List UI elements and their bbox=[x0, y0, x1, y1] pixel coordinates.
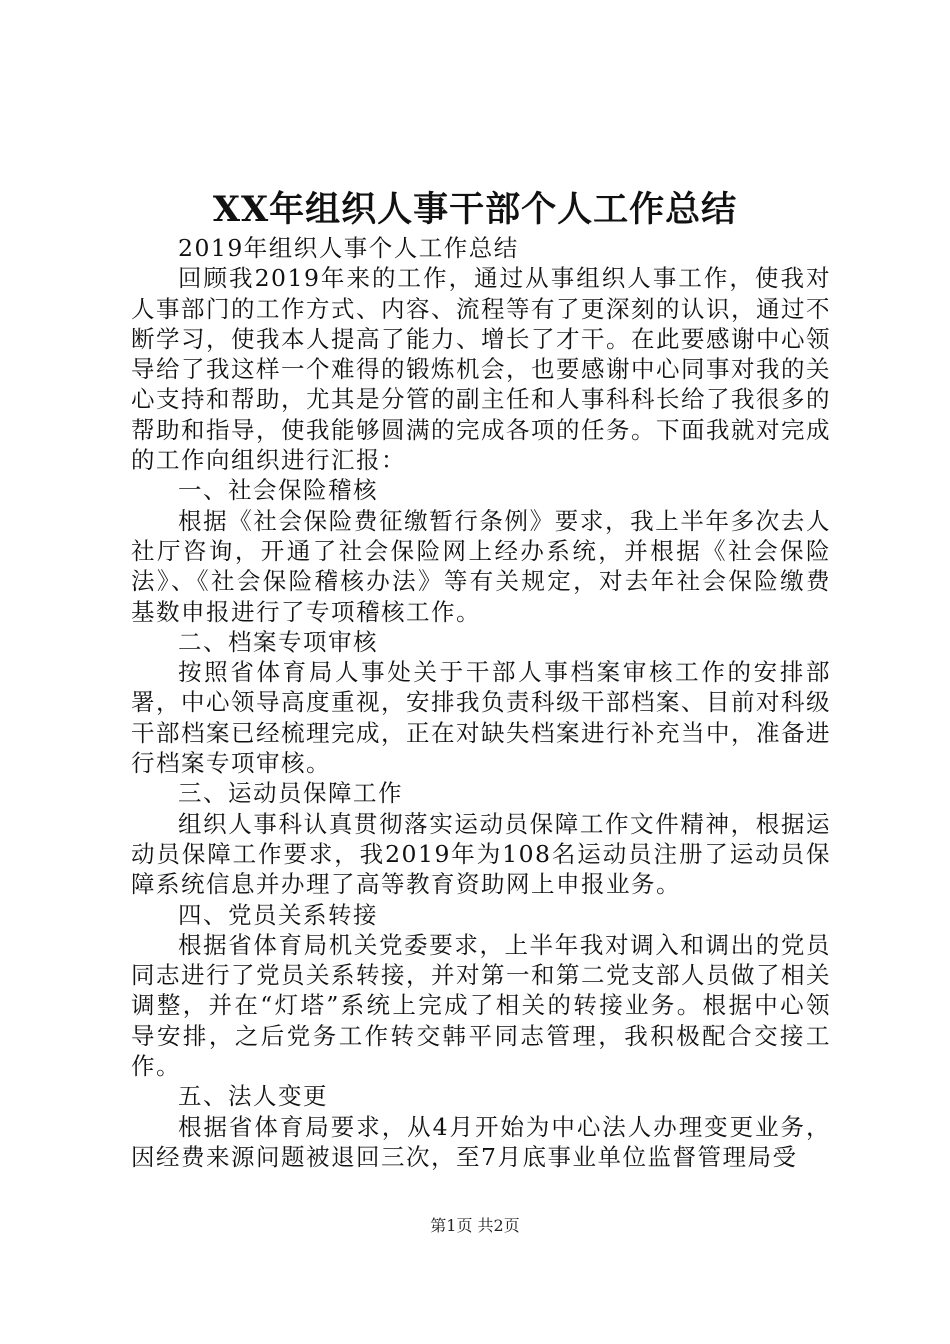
section-heading-5: 五、法人变更 bbox=[178, 1082, 328, 1111]
subtitle: 2019年组织人事个人工作总结 bbox=[178, 234, 519, 262]
section-heading-2: 二、档案专项审核 bbox=[178, 627, 378, 656]
section-paragraph-4: 根据省体育局机关党委要求，上半年我对调入和调出的党员同志进行了党员关系转接，并对第一和第二党支部人员做了相关调整，并在“灯塔”系统上完成了相关的转接业务。根据中心领导安排，之后党务工作转交韩平同志管理，我积极配合交接工作。 bbox=[131, 930, 831, 1081]
section-heading-1: 一、社会保险稽核 bbox=[178, 476, 378, 505]
section-paragraph-5: 根据省体育局要求，从4月开始为中心法人办理变更业务，因经费来源问题被退回三次，至7月底事业单位监督管理局受 bbox=[131, 1112, 831, 1171]
section-paragraph-3: 组织人事科认真贯彻落实运动员保障工作文件精神，根据运动员保障工作要求，我2019年为108名运动员注册了运动员保障系统信息并办理了高等教育资助网上申报业务。 bbox=[131, 809, 831, 899]
section-heading-4: 四、党员关系转接 bbox=[178, 900, 378, 929]
section-heading-3: 三、运动员保障工作 bbox=[178, 779, 403, 808]
page-footer: 第1页 共2页 bbox=[430, 1216, 520, 1235]
intro-paragraph: 回顾我2019年来的工作，通过从事组织人事工作，使我对人事部门的工作方式、内容、流程等有了更深刻的认识，通过不断学习，使我本人提高了能力、增长了才干。在此要感谢中心领导给了我这样一个难得的锻炼机会，也要感谢中心同事对我的关心支持和帮助，尤其是分管的副主任和人事科科长给了我很多的帮助和指导，使我能够圆满的完成各项的任务。下面我就对完成的工作向组织进行汇报： bbox=[131, 264, 831, 475]
document-body bbox=[131, 233, 831, 1172]
section-paragraph-1: 根据《社会保险费征缴暂行条例》要求，我上半年多次去人社厅咨询，开通了社会保险网上经办系统，并根据《社会保险法》、《社会保险稽核办法》等有关规定，对去年社会保险缴费基数申报进行了专项稽核工作。 bbox=[131, 506, 831, 626]
page-title: XX年组织人事干部个人工作总结 bbox=[212, 189, 738, 230]
section-paragraph-2: 按照省体育局人事处关于干部人事档案审核工作的安排部署，中心领导高度重视，安排我负责科级干部档案、目前对科级干部档案已经梳理完成，正在对缺失档案进行补充当中，准备进行档案专项审核。 bbox=[131, 658, 831, 778]
